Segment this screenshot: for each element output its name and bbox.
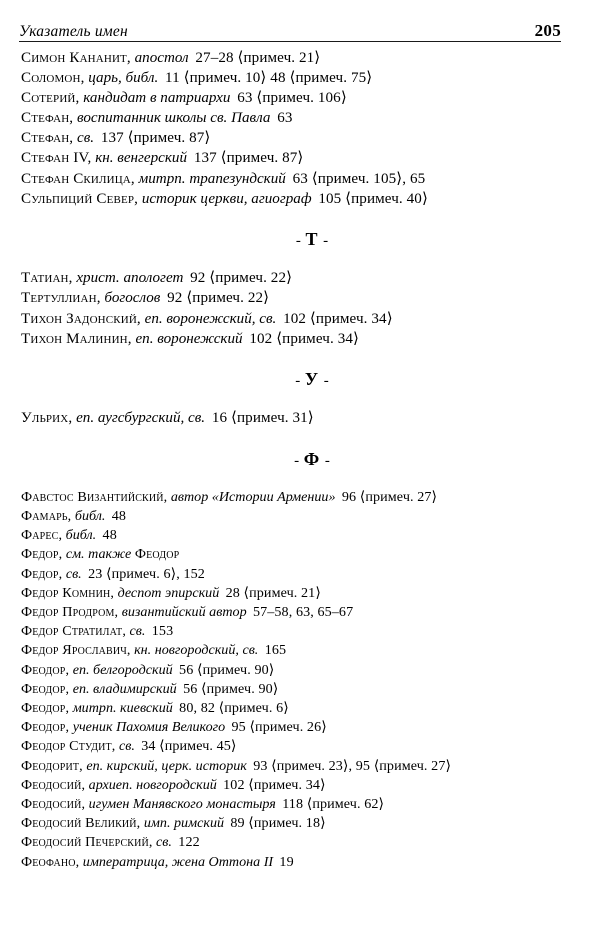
entry-page-references: 63 ⟨примеч. 105⟩, 65 (292, 170, 426, 187)
index-entry (19, 757, 581, 776)
index-entry (19, 148, 581, 168)
entry-page-references: 89 ⟨примеч. 18⟩ (230, 815, 326, 832)
entry-headword: Федор, (21, 546, 63, 563)
entry-descriptor: еп. белгородский (72, 661, 173, 678)
entry-headword: Феодосий, (21, 796, 86, 813)
entry-page-references: 105 ⟨примеч. 40⟩ (318, 190, 428, 207)
entry-descriptor: богослов (104, 290, 161, 307)
section-spacer (19, 209, 581, 229)
entry-page-references: 122 (178, 834, 200, 851)
entry-descriptor: еп. аугсбургский, св. (76, 410, 206, 427)
entry-headword: Феодосий Великий, (21, 815, 141, 832)
entry-headword: Стефан, (21, 130, 74, 147)
entry-descriptor: игумен Манявского монастыря (88, 796, 276, 813)
entry-headword: Фавстос Византийский, (21, 488, 168, 505)
index-entry (19, 329, 581, 349)
index-entry (19, 795, 581, 814)
index-entry (19, 680, 581, 699)
index-section (19, 48, 581, 209)
entry-descriptor: св. (129, 623, 146, 640)
index-entry (19, 288, 581, 308)
entry-page-references: 63 ⟨примеч. 106⟩ (237, 90, 347, 107)
section-letter-Ф: - Ф - (294, 448, 330, 469)
index-entry (19, 408, 581, 428)
index-entry (19, 526, 581, 545)
entry-headword: Татиан, (21, 269, 73, 286)
index-entry (19, 661, 581, 680)
entry-descriptor: кн. венгерский (95, 150, 188, 167)
index-entry (19, 565, 581, 584)
running-head (19, 18, 561, 42)
entry-page-references: 16 ⟨примеч. 31⟩ (211, 410, 314, 427)
entry-page-references: 165 (264, 642, 287, 659)
entry-headword: Федор Комнин, (21, 584, 115, 601)
entry-descriptor: св. (65, 565, 82, 582)
entry-descriptor: императрица, жена Оттона II (82, 853, 274, 870)
index-entry (19, 88, 581, 108)
index-entry (19, 699, 581, 718)
entry-descriptor: кн. новгородский, св. (134, 642, 259, 659)
entry-page-references: 153 (151, 623, 174, 640)
entry-headword: Феодор, (21, 680, 70, 697)
entry-headword: Феодор, (21, 719, 70, 736)
entry-headword: Федор Ярославич, (21, 642, 131, 659)
entry-descriptor: деспот эпирский (117, 584, 220, 601)
section-letter-У: - У - (295, 369, 329, 390)
entry-headword: Тихон Задонский, (21, 310, 141, 327)
entry-headword: Федор Стратилат, (21, 623, 126, 640)
entry-descriptor: ученик Пахомия Великого (72, 719, 226, 736)
entry-descriptor: см. также (65, 546, 132, 563)
entry-descriptor: архиеп. новгородский (88, 776, 217, 793)
index-entry (19, 718, 581, 737)
entry-page-references: 102 ⟨примеч. 34⟩ (249, 330, 359, 347)
entry-descriptor: еп. кирский, церк. историк (86, 757, 247, 774)
index-entry (19, 189, 581, 209)
entry-headword: Фамарь, (21, 507, 72, 524)
index-entry (19, 853, 581, 872)
index-entry (19, 737, 581, 756)
entry-descriptor: имп. римский (143, 815, 225, 832)
entry-headword: Сотерий, (21, 90, 80, 107)
entry-descriptor: автор «Истории Армении» (170, 488, 336, 505)
entry-page-references: 80, 82 ⟨примеч. 6⟩ (179, 700, 289, 717)
entry-page-references: 92 ⟨примеч. 22⟩ (190, 269, 293, 286)
index-entry (19, 545, 581, 564)
index-section (19, 408, 581, 428)
entry-descriptor: еп. воронежский (135, 330, 243, 347)
entry-page-references: 118 ⟨примеч. 62⟩ (282, 796, 385, 813)
index-entry (19, 776, 581, 795)
entry-headword: Федор Продром, (21, 604, 119, 620)
section-spacer (19, 429, 581, 449)
entry-headword: Феодосий, (21, 776, 86, 793)
entry-headword: Симон Кананит, (21, 50, 131, 66)
index-section (19, 488, 581, 872)
entry-page-references: 137 ⟨примеч. 87⟩ (100, 130, 211, 147)
entry-headword: Феодор, (21, 661, 70, 678)
index-entry (19, 603, 581, 622)
entry-headword: Феодор Студит, (21, 738, 116, 755)
entry-headword: Фарес, (21, 527, 63, 544)
index-entry (19, 584, 581, 603)
entry-descriptor: царь, библ. (88, 70, 159, 87)
entry-page-references: 23 ⟨примеч. 6⟩, 152 (88, 565, 205, 582)
index-column (19, 48, 581, 872)
index-entry (19, 507, 581, 526)
section-spacer (19, 470, 581, 488)
entry-descriptor: воспитанник школы св. Павла (77, 110, 271, 127)
entry-descriptor: митрп. киевский (72, 700, 173, 717)
index-entry (19, 128, 581, 148)
index-entry (19, 641, 581, 660)
section-spacer (19, 250, 581, 268)
entry-page-references: 28 ⟨примеч. 21⟩ (225, 584, 321, 601)
entry-headword: Стефан IV, (21, 150, 92, 167)
entry-headword: Тихон Малинин, (21, 330, 132, 347)
entry-descriptor: св. (156, 834, 172, 851)
entry-descriptor: историк церкви, агиограф (141, 190, 312, 207)
entry-headword: Феодосий Печерский, (21, 834, 153, 851)
entry-page-references: 34 ⟨примеч. 45⟩ (141, 738, 237, 755)
entry-page-references: 11 ⟨примеч. 10⟩ 48 ⟨примеч. 75⟩ (165, 70, 373, 87)
entry-page-references: 57–58, 63, 65–67 (252, 604, 354, 620)
entry-descriptor: апостол (134, 50, 189, 66)
entry-headword: Феофано, (21, 853, 80, 870)
entry-descriptor: св. (118, 738, 135, 755)
entry-descriptor: еп. владимирский (72, 680, 177, 697)
entry-descriptor: кандидат в патриархи (83, 90, 231, 107)
entry-descriptor: библ. (65, 527, 97, 544)
entry-headword: Феодор, (21, 700, 70, 717)
entry-headword: Стефан Скилица, (21, 170, 135, 187)
entry-descriptor: св. (77, 130, 95, 147)
entry-descriptor: митрп. трапезундский (138, 170, 286, 187)
entry-headword: Федор, (21, 565, 63, 582)
index-entry (19, 68, 581, 88)
index-entry (19, 108, 581, 128)
running-head-title: Указатель имен (19, 22, 128, 40)
entry-page-references: 48 (111, 507, 127, 524)
entry-page-references: 102 ⟨примеч. 34⟩ (283, 310, 393, 327)
entry-page-references: 96 ⟨примеч. 27⟩ (341, 488, 438, 505)
index-entry (19, 833, 581, 852)
index-entry (19, 309, 581, 329)
entry-headword: Соломон, (21, 70, 85, 87)
entry-descriptor: библ. (74, 507, 106, 524)
entry-headword: Стефан, (21, 110, 74, 127)
entry-headword: Тертуллиан, (21, 290, 101, 307)
entry-page-references: 19 (279, 853, 294, 870)
section-spacer (19, 390, 581, 408)
entry-page-references: 27–28 ⟨примеч. 21⟩ (195, 50, 321, 66)
index-entry (19, 622, 581, 641)
entry-page-references: 95 ⟨примеч. 26⟩ (231, 719, 327, 736)
entry-page-references: 92 ⟨примеч. 22⟩ (167, 290, 270, 307)
entry-page-references: 93 ⟨примеч. 23⟩, 95 ⟨примеч. 27⟩ (253, 757, 452, 774)
entry-page-references: 48 (102, 527, 117, 544)
index-entry (19, 48, 581, 68)
entry-page-references: 63 (277, 110, 293, 127)
index-entry (19, 814, 581, 833)
section-spacer (19, 349, 581, 369)
index-section (19, 268, 581, 350)
entry-descriptor: еп. воронежский, св. (144, 310, 277, 327)
entry-headword: Ульрих, (21, 410, 73, 427)
entry-descriptor: византийский автор (121, 604, 247, 620)
index-entry (19, 169, 581, 189)
index-entry (19, 268, 581, 288)
entry-descriptor: христ. апологет (76, 269, 184, 286)
entry-page-references: 137 ⟨примеч. 87⟩ (193, 150, 304, 167)
entry-cross-reference: Феодор (134, 546, 180, 563)
page-folio-number: 205 (534, 21, 561, 40)
entry-headword: Феодорит, (21, 757, 83, 774)
entry-page-references: 102 ⟨примеч. 34⟩ (223, 776, 326, 793)
entry-headword: Сульпиций Север, (21, 190, 139, 207)
section-letter-Т: - Т - (295, 228, 329, 249)
index-entry (19, 488, 581, 507)
entry-page-references: 56 ⟨примеч. 90⟩ (179, 661, 275, 678)
entry-page-references: 56 ⟨примеч. 90⟩ (183, 680, 279, 697)
